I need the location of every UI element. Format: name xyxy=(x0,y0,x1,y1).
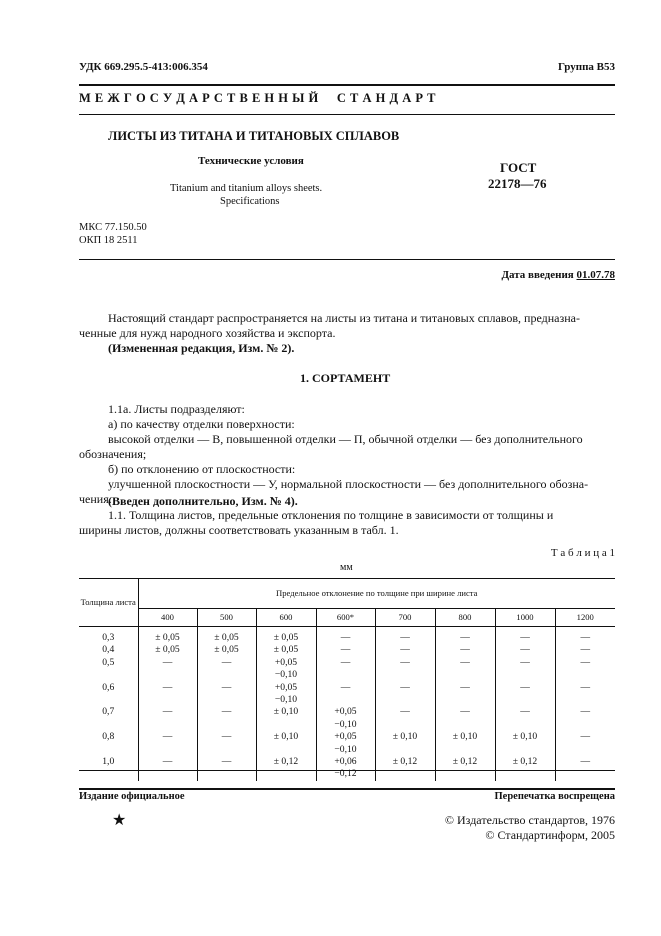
document-subtitle: Технические условия xyxy=(198,155,304,167)
copyright-standartinform: © Стандартинформ, 2005 xyxy=(485,828,615,842)
deviation-cell: ± 0,12 xyxy=(375,756,435,781)
deviation-cell: ± 0,10 xyxy=(256,706,316,731)
deviation-cell: — xyxy=(555,731,615,756)
official-edition: Издание официальное xyxy=(79,791,185,802)
clause-b-flatness: б) по отклонению от плоскостности: xyxy=(108,462,296,476)
deviation-cell: +0,05 −0,10 xyxy=(256,682,316,707)
mks-code: МКС 77.150.50 xyxy=(79,222,147,233)
deviation-cell: — xyxy=(435,682,495,707)
thickness-cell: 0,8 xyxy=(102,731,115,743)
deviation-cell: — xyxy=(555,682,615,707)
deviation-cell: ± 0,10 xyxy=(435,731,495,756)
clause-1-1a: 1.1а. Листы подразделяют: xyxy=(108,402,245,416)
okp-code: ОКП 18 2511 xyxy=(79,235,138,246)
deviation-cell: +0,05 −0,10 xyxy=(316,706,375,731)
footer-rule xyxy=(79,788,615,790)
deviation-cell: +0,06 −0,12 xyxy=(316,756,375,781)
deviation-cell: — xyxy=(138,682,197,707)
revision-note: (Измененная редакция, Изм. № 2). xyxy=(108,341,295,355)
deviation-cell: — xyxy=(555,706,615,731)
table-row xyxy=(79,627,615,682)
gost-number: 22178—76 xyxy=(488,176,547,191)
deviation-cell: — xyxy=(138,756,197,781)
document-title: ЛИСТЫ ИЗ ТИТАНА И ТИТАНОВЫХ СПЛАВОВ xyxy=(108,129,400,143)
introduction-date-label: Дата введения xyxy=(501,269,574,281)
reprint-prohibited: Перепечатка воспрещена xyxy=(494,791,615,802)
deviation-cell: — xyxy=(375,706,435,731)
deviation-cell: ± 0,05 ± 0,05 — xyxy=(138,627,197,682)
width-header-1200: 1200 xyxy=(555,609,615,627)
finish-types-line1: высокой отделки — В, повышенной отделки — П, обычной отделки — без дополнительного xyxy=(108,432,583,446)
flatness-types-line2: чения. xyxy=(79,492,112,506)
introduction-date-value: 01.07.78 xyxy=(576,269,615,281)
deviation-cell: — — — xyxy=(555,627,615,682)
table-row xyxy=(79,682,615,707)
width-header-700: 700 xyxy=(375,609,435,627)
deviation-cell: — xyxy=(138,731,197,756)
table-row xyxy=(79,756,615,781)
col-thickness-header: Толщина листа xyxy=(79,578,138,627)
deviation-cell: ± 0,10 xyxy=(256,731,316,756)
deviation-cell: — xyxy=(495,682,555,707)
deviation-cell: ± 0,12 xyxy=(495,756,555,781)
width-header-800: 800 xyxy=(435,609,495,627)
width-header-500: 500 xyxy=(197,609,256,627)
added-note: (Введен дополнительно, Изм. № 4). xyxy=(108,494,298,508)
finish-types-line2: обозначения; xyxy=(79,447,147,461)
deviation-cell: — xyxy=(375,682,435,707)
header-rule-bottom xyxy=(79,114,615,115)
deviation-cell: — xyxy=(197,731,256,756)
clause-1-1-line2: ширины листов, должны соответствовать указанным в табл. 1. xyxy=(79,523,399,537)
table-bottom-rule xyxy=(79,770,615,771)
deviation-cell: ± 0,05 ± 0,05 — xyxy=(197,627,256,682)
interstate-standard-banner: М Е Ж Г О С У Д А Р С Т В Е Н Н Ы Й С Т А Н Д А Р Т xyxy=(79,91,436,105)
title-block-rule xyxy=(79,259,615,260)
deviation-cell: — — — xyxy=(316,627,375,682)
deviation-cell: ± 0,12 xyxy=(435,756,495,781)
table-row xyxy=(79,706,615,731)
deviation-cell: — xyxy=(197,756,256,781)
width-header-400: 400 xyxy=(138,609,197,627)
thickness-cell: 0,6 xyxy=(102,681,115,693)
width-header-600: 600 xyxy=(256,609,316,627)
star-icon: ★ xyxy=(112,812,127,829)
english-title-line1: Titanium and titanium alloys sheets. xyxy=(170,183,323,194)
deviation-cell: ± 0,12 xyxy=(256,756,316,781)
thickness-cell: 1,0 xyxy=(102,756,115,768)
deviation-cell: ± 0,10 xyxy=(495,731,555,756)
english-title-line2: Specifications xyxy=(220,196,280,207)
udk-code: УДК 669.295.5-413:006.354 xyxy=(79,61,208,73)
intro-text-line1: Настоящий стандарт распространяется на листы из титана и титановых сплавов, предназна- xyxy=(108,311,580,325)
thickness-cell: 0,7 xyxy=(102,706,115,718)
intro-text-line2: ченные для нужд народного хозяйства и экспорта. xyxy=(79,326,336,340)
header-rule-top xyxy=(79,84,615,86)
tolerance-table xyxy=(79,578,615,781)
copyright-publisher: © Издательство стандартов, 1976 xyxy=(444,813,615,827)
width-header-1000: 1000 xyxy=(495,609,555,627)
group-code: Группа В53 xyxy=(557,61,615,73)
gost-label: ГОСТ xyxy=(500,160,537,175)
deviation-cell: ± 0,05 ± 0,05 +0,05 −0,10 xyxy=(256,627,316,682)
deviation-cell: ± 0,10 xyxy=(375,731,435,756)
deviation-cell: — — — xyxy=(495,627,555,682)
deviation-cell: — xyxy=(435,706,495,731)
deviation-cell: — xyxy=(197,682,256,707)
table-row xyxy=(79,731,615,756)
deviation-span-header: Предельное отклонение по толщине при ширине листа xyxy=(138,578,615,609)
introduction-date xyxy=(501,269,615,281)
flatness-types-line1: улучшенной плоскостности — У, нормальной плоскостности — без дополнительного обозна- xyxy=(108,477,589,491)
deviation-cell: +0,05 −0,10 xyxy=(316,731,375,756)
clause-a-finish: а) по качеству отделки поверхности: xyxy=(108,417,295,431)
table-unit: мм xyxy=(340,562,353,573)
deviation-cell: — — — xyxy=(435,627,495,682)
deviation-cell: — — — xyxy=(375,627,435,682)
width-header-600-star: 600* xyxy=(316,609,375,627)
deviation-cell: — xyxy=(555,756,615,781)
deviation-cell: — xyxy=(316,682,375,707)
deviation-cell: — xyxy=(138,706,197,731)
deviation-cell: — xyxy=(495,706,555,731)
table-caption: Т а б л и ц а 1 xyxy=(550,547,615,559)
deviation-cell: — xyxy=(197,706,256,731)
thickness-cell: 0,3 0,4 0,5 xyxy=(102,632,115,668)
clause-1-1-line1: 1.1. Толщина листов, предельные отклонения по толщине в зависимости от толщины и xyxy=(108,508,554,522)
section-title: 1. СОРТАМЕНТ xyxy=(300,371,391,385)
